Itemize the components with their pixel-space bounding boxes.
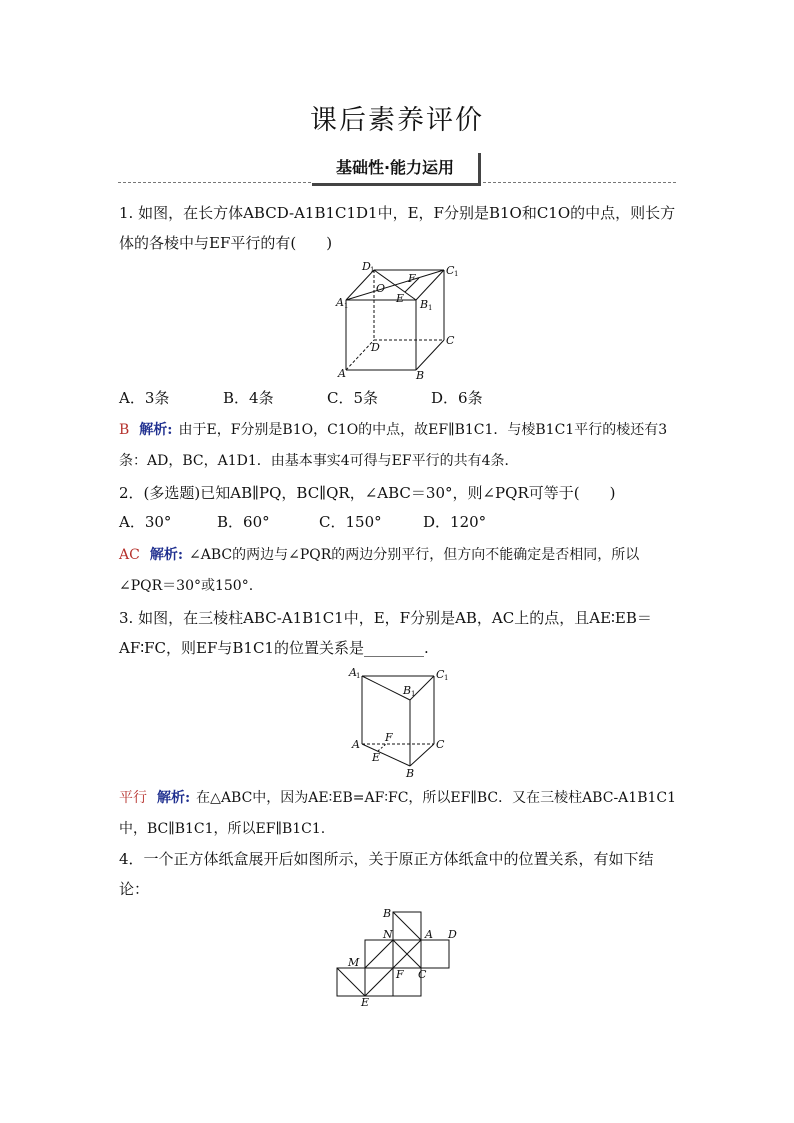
label-F: F <box>408 272 416 285</box>
label-D1: D <box>362 260 371 273</box>
q2-solution <box>119 540 679 602</box>
label-E: E <box>396 292 405 305</box>
label-C: C <box>436 738 445 751</box>
q2-option-a: A．30° <box>119 513 172 531</box>
q1-cuboid-figure <box>336 262 466 382</box>
q3-solution-text: 在△ABC中，因为AE∶EB=AF∶FC，所以EF∥BC．又在三棱柱ABC-A1B1C1中，BC∥B1C1，所以EF∥B1C1. <box>119 790 677 837</box>
q2-options <box>119 510 486 534</box>
q3-solution-label: 解析: <box>157 790 191 806</box>
label-N: N <box>383 928 393 941</box>
svg-text:1: 1 <box>411 690 416 698</box>
label-A: A <box>338 367 346 380</box>
label-M: M <box>348 956 360 969</box>
label-A: A <box>352 738 360 751</box>
svg-text:1: 1 <box>356 672 361 680</box>
label-C: C <box>418 968 427 981</box>
label-B: B <box>383 907 392 920</box>
label-F: F <box>385 731 393 744</box>
label-C1: C <box>436 668 445 681</box>
q2-solution-label: 解析: <box>149 547 183 563</box>
q1-solution-text: 由于E，F分别是B1O，C1O的中点，故EF∥B1C1．与棱B1C1平行的棱还有3条：AD，BC，A1D1．由基本事实4可得与EF平行的共有4条． <box>119 422 668 469</box>
label-B1: B <box>403 684 412 697</box>
section-banner: 基础性·能力运用 <box>312 153 481 186</box>
svg-text:1: 1 <box>428 304 433 312</box>
svg-text:1: 1 <box>370 266 375 274</box>
page-title: 课后素养评价 <box>310 105 484 136</box>
q4-cube-net-figure <box>330 908 460 1008</box>
q2-option-c: C．150° <box>319 513 382 531</box>
q1-option-d: D．6条 <box>431 389 483 407</box>
q1-option-a: A．3条 <box>119 389 170 407</box>
q1-option-b: B．4条 <box>223 389 274 407</box>
label-A: A <box>425 928 433 941</box>
svg-text:1: 1 <box>344 302 349 310</box>
label-A1: A <box>336 296 344 309</box>
label-F: F <box>396 968 404 981</box>
label-B1: B <box>420 298 429 311</box>
label-B: B <box>416 369 425 382</box>
label-D: D <box>448 928 457 941</box>
label-O: O <box>376 282 386 295</box>
q1-answer: B <box>119 422 130 438</box>
q1-solution-label: 解析: <box>139 422 173 438</box>
q4-stem: 4．一个正方体纸盒展开后如图所示，关于原正方体纸盒中的位置关系，有如下结论： <box>119 850 654 898</box>
q1-stem: 1. 如图，在长方体ABCD-A1B1C1D1中，E，F分别是B1O和C1O的中点，则长方体的各棱中与EF平行的有( ) <box>119 204 676 252</box>
q2-option-b: B．60° <box>217 513 270 531</box>
q1-options <box>119 386 483 410</box>
label-E: E <box>361 996 370 1009</box>
q3-stem: 3. 如图，在三棱柱ABC-A1B1C1中，E，F分别是AB，AC上的点，且AE∶EB＝AF∶FC，则EF与B1C1的位置关系是________. <box>119 609 652 657</box>
label-C: C <box>446 334 455 347</box>
svg-text:1: 1 <box>454 270 459 278</box>
svg-text:1: 1 <box>444 674 449 682</box>
q2-option-d: D．120° <box>423 513 487 531</box>
q2-answer: AC <box>119 547 140 563</box>
q3-prism-figure <box>348 665 448 780</box>
q2-stem: 2．(多选题)已知AB∥PQ，BC∥QR，∠ABC＝30°，则∠PQR可等于( ) <box>119 484 616 502</box>
label-C1: C <box>446 264 455 277</box>
label-E: E <box>372 751 381 764</box>
label-A1: A <box>349 666 357 679</box>
q1-solution <box>119 415 679 477</box>
label-B: B <box>406 767 415 780</box>
q1-option-c: C．5条 <box>327 389 379 407</box>
label-D: D <box>371 341 380 354</box>
q2-solution-text: ∠ABC的两边与∠PQR的两边分别平行，但方向不能确定是否相同，所以∠PQR＝30°或150°. <box>119 547 640 594</box>
q3-answer: 平行 <box>119 790 147 806</box>
q3-solution <box>119 783 679 845</box>
